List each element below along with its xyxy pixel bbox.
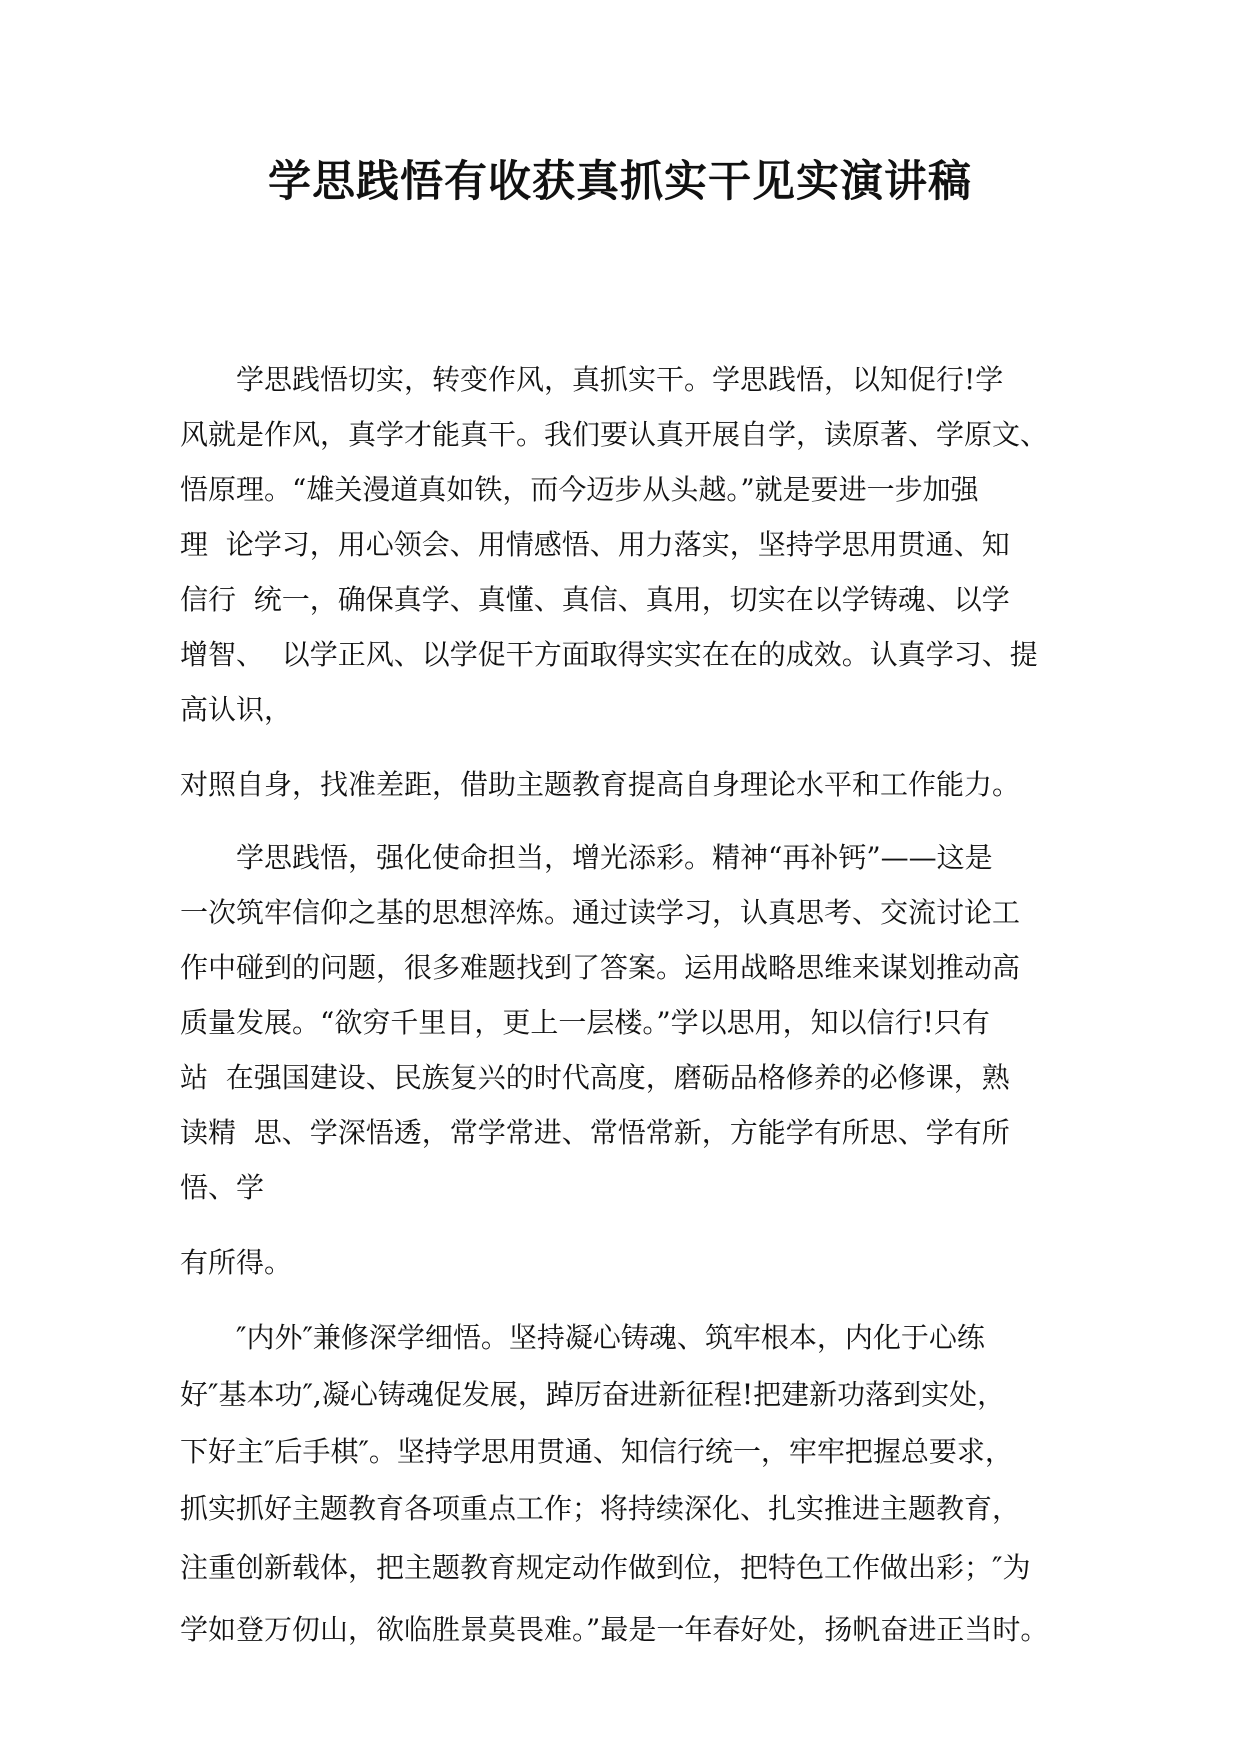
body-line: 一次筑牢信仰之基的思想淬炼。通过读学习，认真思考、交流讨论工	[180, 896, 1021, 929]
body-line: 悟原理。“雄关漫道真如铁，而今迈步从头越。”就是要进一步加强	[180, 473, 979, 506]
body-line: 读精 思、学深悟透，常学常进、常悟常新，方能学有所思、学有所	[180, 1116, 1010, 1149]
body-line: 学如登万仞山，欲临胜景莫畏难。”最是一年春好处，扬帆奋进正当时。	[180, 1613, 1049, 1646]
body-line: 下好主″后手棋″。坚持学思用贯通、知信行统一，牢牢把握总要求，	[180, 1435, 1013, 1468]
body-line: 风就是作风，真学才能真干。我们要认真开展自学，读原著、学原文、	[180, 418, 1049, 451]
body-line: 增智、 以学正风、以学促干方面取得实实在在的成效。认真学习、提	[180, 638, 1038, 671]
body-line: 学思践悟，强化使命担当，增光添彩。精神“再补钙”——这是	[180, 841, 993, 874]
body-line: 抓实抓好主题教育各项重点工作；将持续深化、扎实推进主题教育，	[180, 1492, 1021, 1525]
body-line: 对照自身，找准差距，借助主题教育提高自身理论水平和工作能力。	[180, 768, 1021, 801]
body-line: 信行 统一，确保真学、真懂、真信、真用，切实在以学铸魂、以学	[180, 583, 1010, 616]
body-line: 站 在强国建设、民族复兴的时代高度，磨砺品格修养的必修课，熟	[180, 1061, 1010, 1094]
body-line: 有所得。	[180, 1246, 293, 1279]
body-line: 理 论学习，用心领会、用情感悟、用力落实，坚持学思用贯通、知	[180, 528, 1010, 561]
document-title: 学思践悟有收获真抓实干见实演讲稿	[268, 157, 972, 207]
body-line: 高认识，	[180, 693, 293, 726]
body-line: 好″基本功″,凝心铸魂促发展，踔厉奋进新征程!把建新功落到实处，	[180, 1378, 1006, 1411]
body-line: ″内外″兼修深学细悟。坚持凝心铸魂、筑牢根本，内化于心练	[180, 1321, 985, 1354]
body-line: 作中碰到的问题，很多难题找到了答案。运用战略思维来谋划推动高	[180, 951, 1021, 984]
body-line: 质量发展。“欲穷千里目，更上一层楼。”学以思用，知以信行!只有	[180, 1006, 990, 1039]
body-line: 悟、学	[180, 1171, 265, 1204]
body-line: 学思践悟切实，转变作风，真抓实干。学思践悟，以知促行!学	[180, 363, 1004, 396]
body-line: 注重创新载体，把主题教育规定动作做到位，把特色工作做出彩；″为	[180, 1551, 1031, 1584]
